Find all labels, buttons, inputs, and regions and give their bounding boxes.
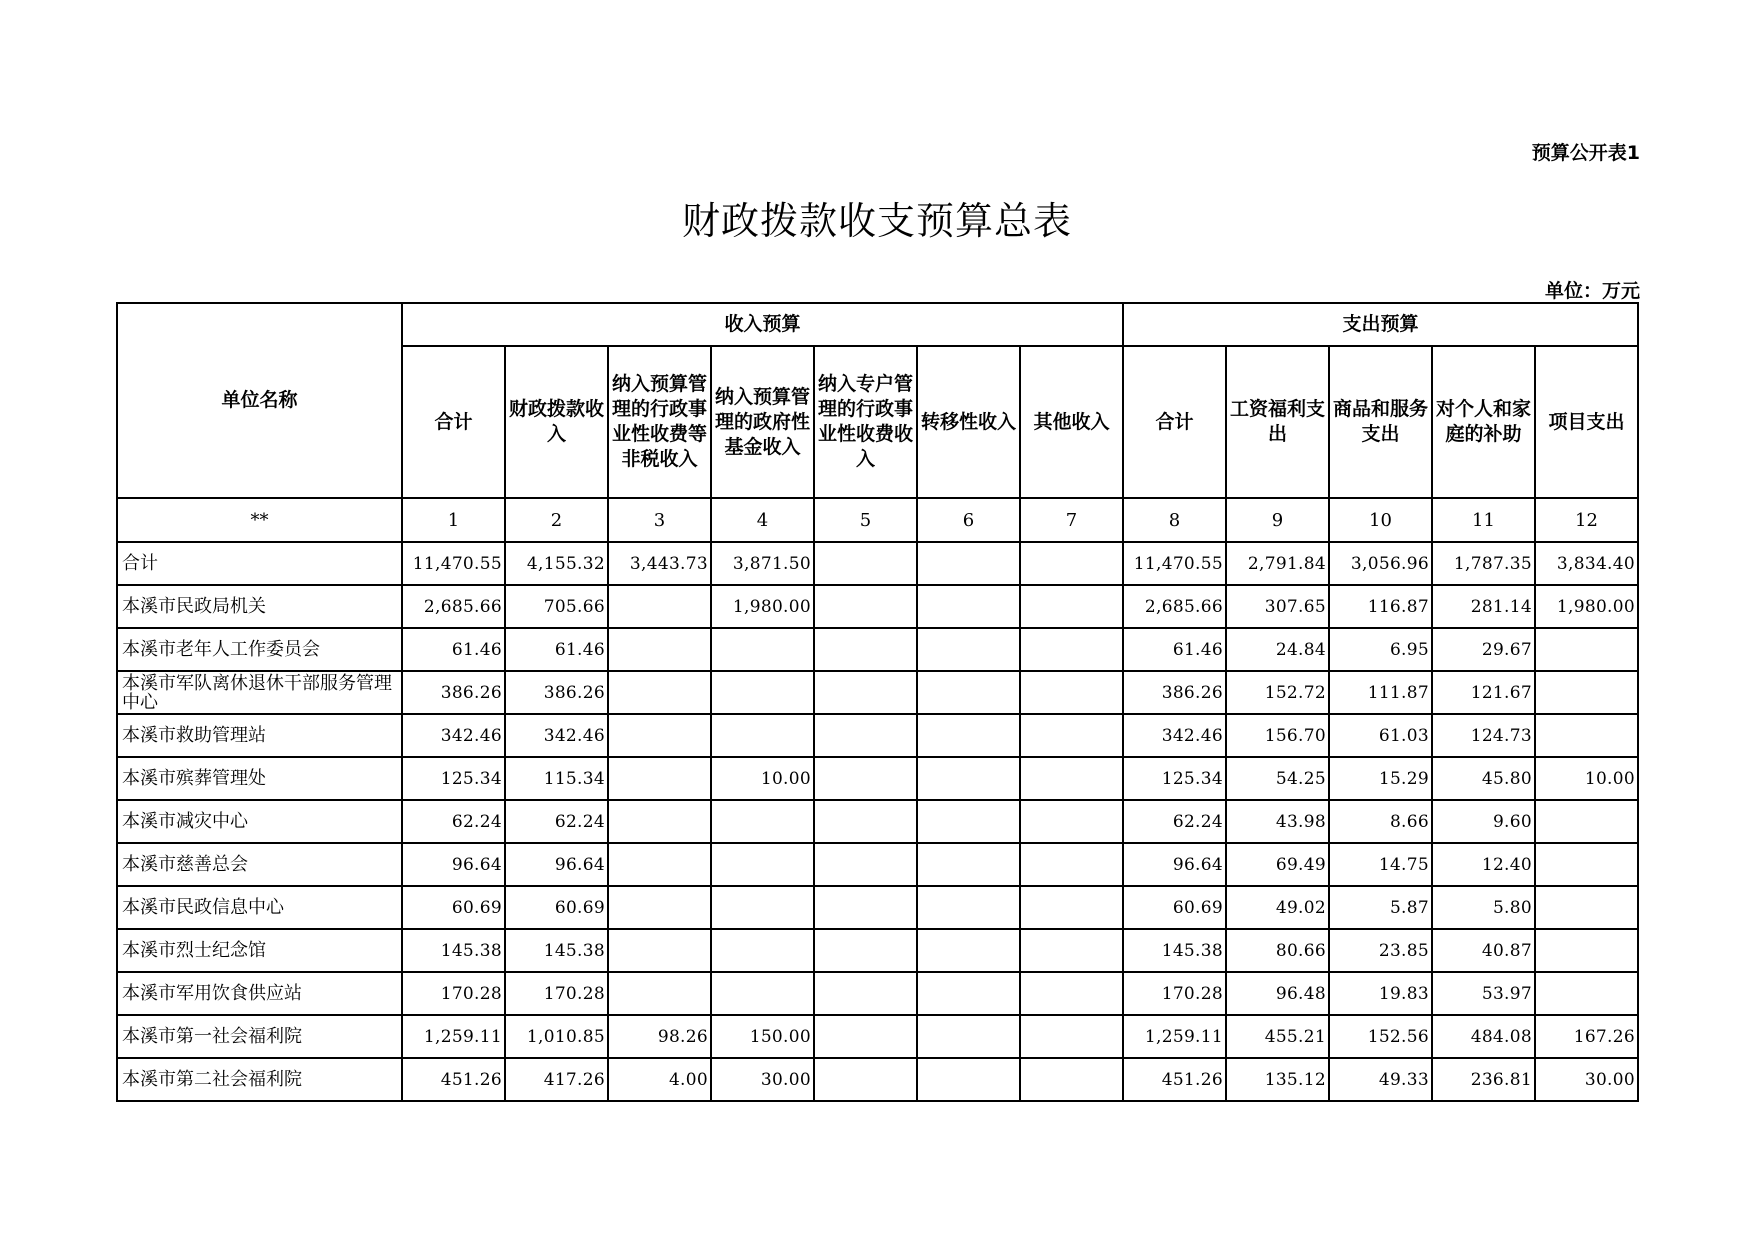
amount-cell xyxy=(711,714,814,757)
column-number-cell: 9 xyxy=(1226,498,1329,542)
expense-group-header: 支出预算 xyxy=(1123,303,1638,346)
amount-cell: 705.66 xyxy=(505,585,608,628)
amount-cell: 386.26 xyxy=(402,671,505,714)
amount-cell: 6.95 xyxy=(1329,628,1432,671)
amount-cell: 98.26 xyxy=(608,1015,711,1058)
table-row xyxy=(117,542,1638,585)
amount-cell xyxy=(1020,1015,1123,1058)
table-row xyxy=(117,628,1638,671)
amount-cell xyxy=(814,843,917,886)
unit-name-cell: 本溪市第一社会福利院 xyxy=(117,1015,402,1058)
amount-cell: 1,787.35 xyxy=(1432,542,1535,585)
amount-cell xyxy=(711,843,814,886)
unit-name-cell: 本溪市民政信息中心 xyxy=(117,886,402,929)
amount-cell xyxy=(814,929,917,972)
amount-cell: 2,685.66 xyxy=(1123,585,1226,628)
column-number-cell: ** xyxy=(117,498,402,542)
amount-cell: 135.12 xyxy=(1226,1058,1329,1101)
amount-cell: 10.00 xyxy=(711,757,814,800)
amount-cell xyxy=(608,714,711,757)
table-row xyxy=(117,585,1638,628)
unit-name-cell: 本溪市慈善总会 xyxy=(117,843,402,886)
amount-cell: 9.60 xyxy=(1432,800,1535,843)
table-row xyxy=(117,757,1638,800)
amount-cell: 61.03 xyxy=(1329,714,1432,757)
column-number-cell: 5 xyxy=(814,498,917,542)
amount-cell xyxy=(917,1015,1020,1058)
unit-name-cell: 本溪市军用饮食供应站 xyxy=(117,972,402,1015)
amount-cell xyxy=(1020,542,1123,585)
amount-cell xyxy=(711,628,814,671)
amount-cell: 145.38 xyxy=(1123,929,1226,972)
amount-cell xyxy=(608,886,711,929)
amount-cell xyxy=(917,800,1020,843)
column-number-cell: 1 xyxy=(402,498,505,542)
expense-col-header: 合计 xyxy=(1123,346,1226,498)
unit-name-header: 单位名称 xyxy=(117,303,402,498)
amount-cell xyxy=(608,585,711,628)
amount-cell: 3,056.96 xyxy=(1329,542,1432,585)
amount-cell: 11,470.55 xyxy=(1123,542,1226,585)
amount-cell: 170.28 xyxy=(505,972,608,1015)
amount-cell: 2,685.66 xyxy=(402,585,505,628)
amount-cell xyxy=(1020,886,1123,929)
amount-cell xyxy=(917,929,1020,972)
table-row xyxy=(117,1015,1638,1058)
amount-cell: 62.24 xyxy=(402,800,505,843)
amount-cell xyxy=(1020,843,1123,886)
amount-cell: 417.26 xyxy=(505,1058,608,1101)
amount-cell xyxy=(814,714,917,757)
budget-table xyxy=(116,302,1639,1102)
amount-cell: 69.49 xyxy=(1226,843,1329,886)
amount-cell: 53.97 xyxy=(1432,972,1535,1015)
amount-cell xyxy=(608,757,711,800)
page-title: 财政拨款收支预算总表 xyxy=(681,199,1072,243)
amount-cell xyxy=(917,1058,1020,1101)
amount-cell: 60.69 xyxy=(505,886,608,929)
amount-cell: 54.25 xyxy=(1226,757,1329,800)
amount-cell: 62.24 xyxy=(505,800,608,843)
amount-cell xyxy=(814,886,917,929)
amount-cell: 111.87 xyxy=(1329,671,1432,714)
amount-cell xyxy=(1535,972,1638,1015)
amount-cell xyxy=(1535,843,1638,886)
amount-cell xyxy=(917,972,1020,1015)
expense-col-header: 项目支出 xyxy=(1535,346,1638,498)
amount-cell xyxy=(814,1015,917,1058)
expense-col-header: 商品和服务支出 xyxy=(1329,346,1432,498)
amount-cell: 4.00 xyxy=(608,1058,711,1101)
table-row xyxy=(117,843,1638,886)
amount-cell: 236.81 xyxy=(1432,1058,1535,1101)
column-number-cell: 3 xyxy=(608,498,711,542)
table-row xyxy=(117,800,1638,843)
income-col-header: 纳入预算管理的行政事业性收费等非税收入 xyxy=(608,346,711,498)
amount-cell: 11,470.55 xyxy=(402,542,505,585)
income-col-header: 合计 xyxy=(402,346,505,498)
amount-cell: 150.00 xyxy=(711,1015,814,1058)
amount-cell: 19.83 xyxy=(1329,972,1432,1015)
amount-cell: 1,259.11 xyxy=(402,1015,505,1058)
table-row xyxy=(117,972,1638,1015)
unit-name-cell: 本溪市救助管理站 xyxy=(117,714,402,757)
income-col-header: 其他收入 xyxy=(1020,346,1123,498)
amount-cell: 145.38 xyxy=(505,929,608,972)
unit-name-cell: 本溪市老年人工作委员会 xyxy=(117,628,402,671)
amount-cell: 62.24 xyxy=(1123,800,1226,843)
column-number-cell: 6 xyxy=(917,498,1020,542)
amount-cell: 12.40 xyxy=(1432,843,1535,886)
amount-cell xyxy=(711,972,814,1015)
amount-cell xyxy=(1020,1058,1123,1101)
amount-cell xyxy=(917,628,1020,671)
column-number-cell: 7 xyxy=(1020,498,1123,542)
unit-name-cell: 本溪市军队离休退休干部服务管理中心 xyxy=(117,671,402,714)
amount-cell xyxy=(711,671,814,714)
unit-name-cell: 本溪市烈士纪念馆 xyxy=(117,929,402,972)
amount-cell: 386.26 xyxy=(1123,671,1226,714)
amount-cell xyxy=(711,929,814,972)
amount-cell xyxy=(711,800,814,843)
column-number-cell: 8 xyxy=(1123,498,1226,542)
table-row xyxy=(117,714,1638,757)
amount-cell: 342.46 xyxy=(1123,714,1226,757)
amount-cell: 15.29 xyxy=(1329,757,1432,800)
amount-cell: 121.67 xyxy=(1432,671,1535,714)
amount-cell: 3,871.50 xyxy=(711,542,814,585)
column-number-cell: 4 xyxy=(711,498,814,542)
amount-cell: 125.34 xyxy=(1123,757,1226,800)
amount-cell: 29.67 xyxy=(1432,628,1535,671)
amount-cell: 96.64 xyxy=(402,843,505,886)
income-group-header: 收入预算 xyxy=(402,303,1123,346)
amount-cell: 386.26 xyxy=(505,671,608,714)
amount-cell xyxy=(608,800,711,843)
amount-cell xyxy=(917,671,1020,714)
income-col-header: 财政拨款收入 xyxy=(505,346,608,498)
column-number-cell: 12 xyxy=(1535,498,1638,542)
amount-cell xyxy=(1535,671,1638,714)
income-col-header: 纳入预算管理的政府性基金收入 xyxy=(711,346,814,498)
amount-cell: 152.72 xyxy=(1226,671,1329,714)
amount-cell: 4,155.32 xyxy=(505,542,608,585)
amount-cell xyxy=(814,757,917,800)
amount-cell: 96.64 xyxy=(1123,843,1226,886)
amount-cell xyxy=(1535,929,1638,972)
amount-cell xyxy=(1535,800,1638,843)
amount-cell xyxy=(917,757,1020,800)
amount-cell: 307.65 xyxy=(1226,585,1329,628)
amount-cell xyxy=(814,671,917,714)
amount-cell: 145.38 xyxy=(402,929,505,972)
amount-cell: 1,980.00 xyxy=(1535,585,1638,628)
amount-cell xyxy=(1020,800,1123,843)
amount-cell: 49.33 xyxy=(1329,1058,1432,1101)
amount-cell: 61.46 xyxy=(505,628,608,671)
amount-cell: 1,259.11 xyxy=(1123,1015,1226,1058)
amount-cell xyxy=(814,542,917,585)
amount-cell xyxy=(814,800,917,843)
amount-cell: 451.26 xyxy=(402,1058,505,1101)
amount-cell: 80.66 xyxy=(1226,929,1329,972)
amount-cell: 2,791.84 xyxy=(1226,542,1329,585)
table-number-label: 预算公开表1 xyxy=(1531,142,1640,164)
amount-cell: 115.34 xyxy=(505,757,608,800)
amount-cell: 124.73 xyxy=(1432,714,1535,757)
amount-cell: 40.87 xyxy=(1432,929,1535,972)
amount-cell xyxy=(1535,628,1638,671)
amount-cell: 23.85 xyxy=(1329,929,1432,972)
amount-cell: 10.00 xyxy=(1535,757,1638,800)
table-row xyxy=(117,1058,1638,1101)
amount-cell xyxy=(1020,628,1123,671)
amount-cell xyxy=(814,972,917,1015)
amount-cell: 60.69 xyxy=(1123,886,1226,929)
amount-cell: 5.87 xyxy=(1329,886,1432,929)
amount-cell xyxy=(1535,886,1638,929)
amount-cell: 342.46 xyxy=(505,714,608,757)
amount-cell: 5.80 xyxy=(1432,886,1535,929)
unit-name-cell: 本溪市民政局机关 xyxy=(117,585,402,628)
amount-cell: 455.21 xyxy=(1226,1015,1329,1058)
amount-cell: 43.98 xyxy=(1226,800,1329,843)
amount-cell: 8.66 xyxy=(1329,800,1432,843)
amount-cell: 61.46 xyxy=(402,628,505,671)
amount-cell xyxy=(1020,929,1123,972)
amount-cell: 3,443.73 xyxy=(608,542,711,585)
amount-cell xyxy=(711,886,814,929)
amount-cell: 30.00 xyxy=(1535,1058,1638,1101)
amount-cell: 484.08 xyxy=(1432,1015,1535,1058)
amount-cell: 61.46 xyxy=(1123,628,1226,671)
amount-cell xyxy=(1020,671,1123,714)
amount-cell xyxy=(608,843,711,886)
amount-cell: 125.34 xyxy=(402,757,505,800)
amount-cell xyxy=(1020,757,1123,800)
amount-cell: 3,834.40 xyxy=(1535,542,1638,585)
amount-cell xyxy=(917,585,1020,628)
income-col-header: 纳入专户管理的行政事业性收费收入 xyxy=(814,346,917,498)
amount-cell: 45.80 xyxy=(1432,757,1535,800)
amount-cell: 60.69 xyxy=(402,886,505,929)
amount-cell: 281.14 xyxy=(1432,585,1535,628)
amount-cell xyxy=(814,585,917,628)
table-row xyxy=(117,671,1638,714)
table-row xyxy=(117,886,1638,929)
amount-cell: 170.28 xyxy=(402,972,505,1015)
amount-cell xyxy=(608,972,711,1015)
amount-cell: 24.84 xyxy=(1226,628,1329,671)
amount-cell: 116.87 xyxy=(1329,585,1432,628)
amount-cell xyxy=(917,843,1020,886)
amount-cell: 96.64 xyxy=(505,843,608,886)
amount-cell: 49.02 xyxy=(1226,886,1329,929)
column-number-cell: 11 xyxy=(1432,498,1535,542)
unit-name-cell: 本溪市殡葬管理处 xyxy=(117,757,402,800)
amount-cell: 342.46 xyxy=(402,714,505,757)
amount-cell: 30.00 xyxy=(711,1058,814,1101)
amount-cell xyxy=(917,714,1020,757)
unit-name-cell: 本溪市减灾中心 xyxy=(117,800,402,843)
amount-cell xyxy=(814,1058,917,1101)
amount-cell xyxy=(917,886,1020,929)
expense-col-header: 工资福利支出 xyxy=(1226,346,1329,498)
amount-cell: 170.28 xyxy=(1123,972,1226,1015)
amount-cell xyxy=(917,542,1020,585)
amount-cell: 96.48 xyxy=(1226,972,1329,1015)
column-number-cell: 2 xyxy=(505,498,608,542)
amount-cell: 1,980.00 xyxy=(711,585,814,628)
amount-cell: 1,010.85 xyxy=(505,1015,608,1058)
amount-cell xyxy=(814,628,917,671)
amount-cell: 156.70 xyxy=(1226,714,1329,757)
amount-cell xyxy=(1020,585,1123,628)
amount-cell xyxy=(608,671,711,714)
amount-cell xyxy=(1020,714,1123,757)
unit-label: 单位：万元 xyxy=(1544,280,1640,302)
amount-cell: 152.56 xyxy=(1329,1015,1432,1058)
amount-cell xyxy=(608,628,711,671)
unit-name-cell: 合计 xyxy=(117,542,402,585)
unit-name-cell: 本溪市第二社会福利院 xyxy=(117,1058,402,1101)
amount-cell xyxy=(608,929,711,972)
column-number-cell: 10 xyxy=(1329,498,1432,542)
amount-cell: 167.26 xyxy=(1535,1015,1638,1058)
amount-cell xyxy=(1535,714,1638,757)
expense-col-header: 对个人和家庭的补助 xyxy=(1432,346,1535,498)
amount-cell: 14.75 xyxy=(1329,843,1432,886)
table-row xyxy=(117,929,1638,972)
income-col-header: 转移性收入 xyxy=(917,346,1020,498)
amount-cell: 451.26 xyxy=(1123,1058,1226,1101)
amount-cell xyxy=(1020,972,1123,1015)
